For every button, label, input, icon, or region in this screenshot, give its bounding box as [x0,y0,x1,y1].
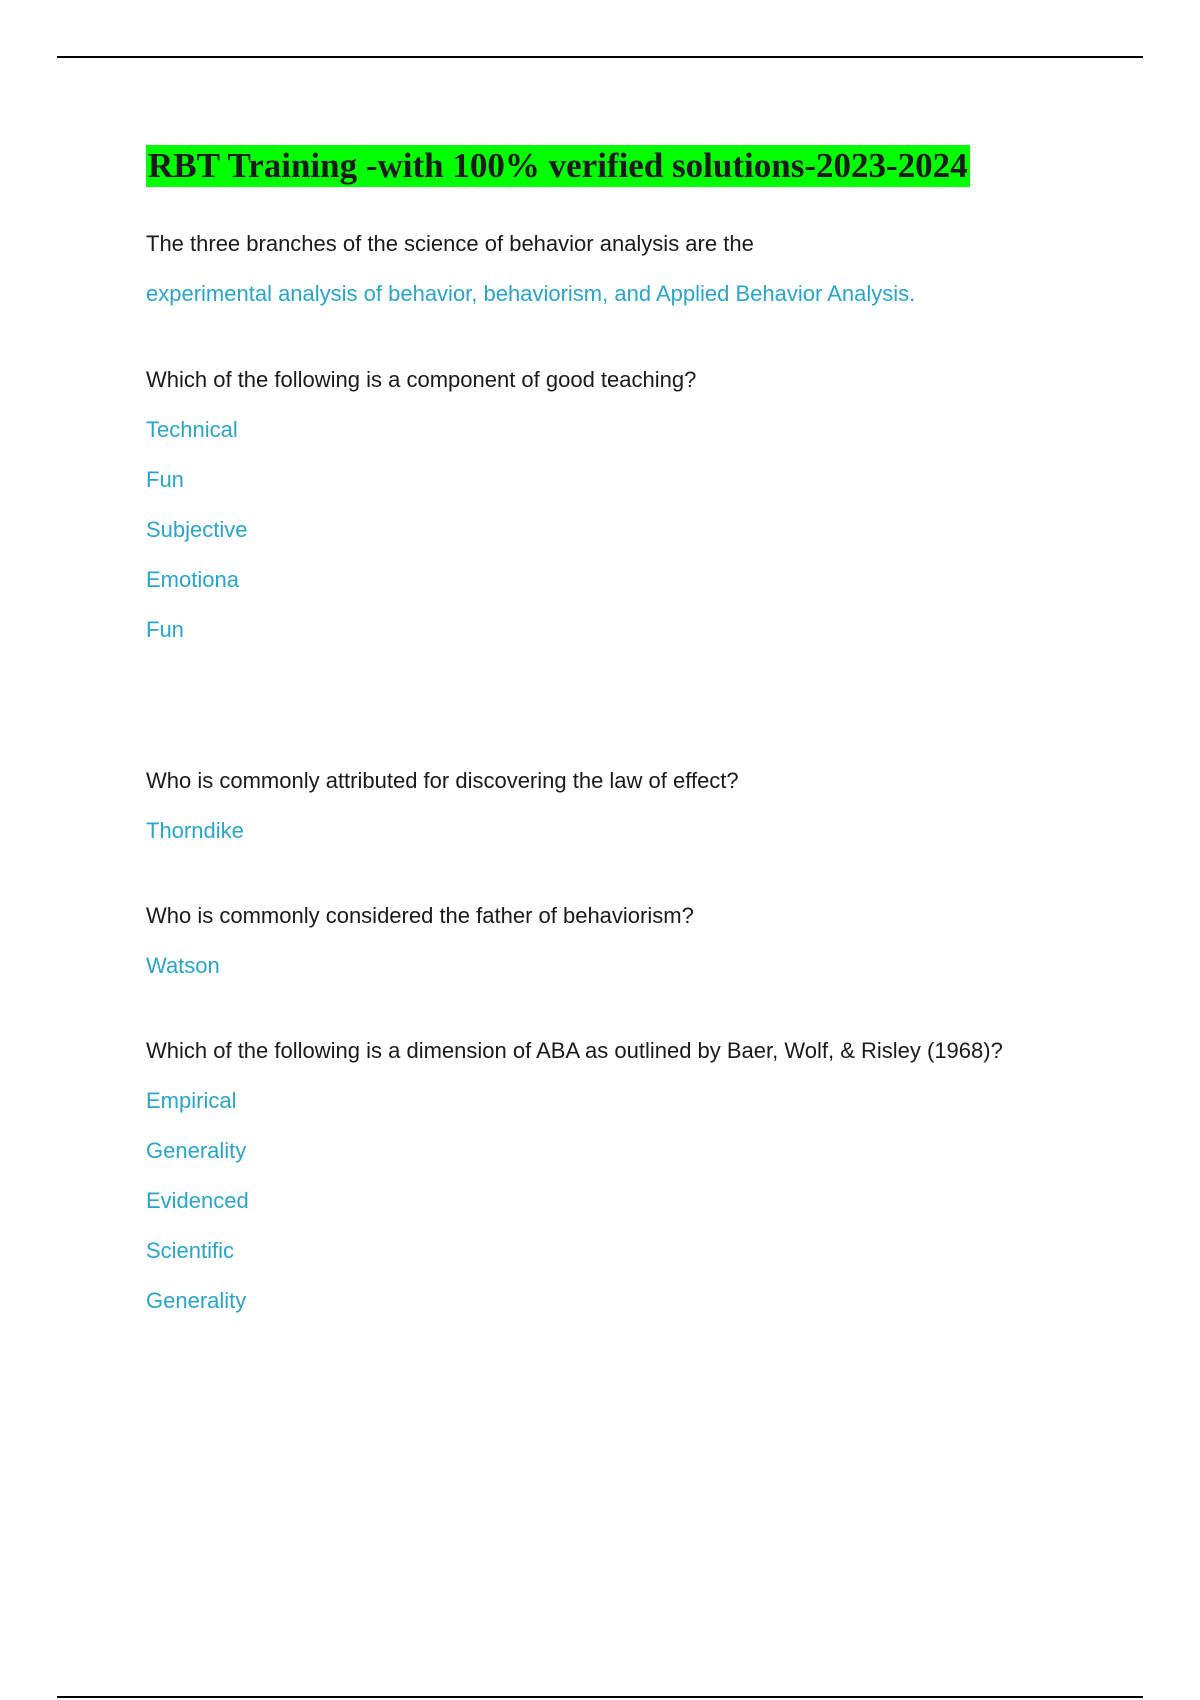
qa-block-3 [146,764,1046,847]
qa-block-5 [146,1034,1046,1317]
answer-text: Generality [146,1288,247,1313]
qa-block-2 [146,363,1046,646]
document-title: RBT Training -with 100% verified solutions-2023-2024 [148,146,968,185]
answer-text: Empirical [146,1088,237,1113]
footer-rule [57,1696,1143,1698]
question-text: Who is commonly attributed for discovering the law of effect? [146,768,739,793]
qa-block-1 [146,227,1046,310]
question-text: The three branches of the science of behavior analysis are the [146,231,754,256]
question-text: Which of the following is a component of good teaching? [146,367,697,392]
answer-text: experimental analysis of behavior, behaviorism, and Applied Behavior Analysis. [146,281,916,306]
question-text: Who is commonly considered the father of behaviorism? [146,903,694,928]
qa-block-4 [146,899,1046,982]
answer-text: Evidenced [146,1188,249,1213]
answer-text: Fun [146,617,184,642]
answer-text: Subjective [146,517,248,542]
answer-text: Technical [146,417,238,442]
header-rule [57,56,1143,58]
answer-text: Scientific [146,1238,235,1263]
question-text: Which of the following is a dimension of ABA as outlined by Baer, Wolf, & Risley (1968)? [146,1038,1003,1063]
answer-text: Fun [146,467,184,492]
answer-text: Emotiona [146,567,239,592]
answer-text: Generality [146,1138,247,1163]
answer-text: Thorndike [146,818,244,843]
answer-text: Watson [146,953,220,978]
document-content [146,145,1046,1317]
